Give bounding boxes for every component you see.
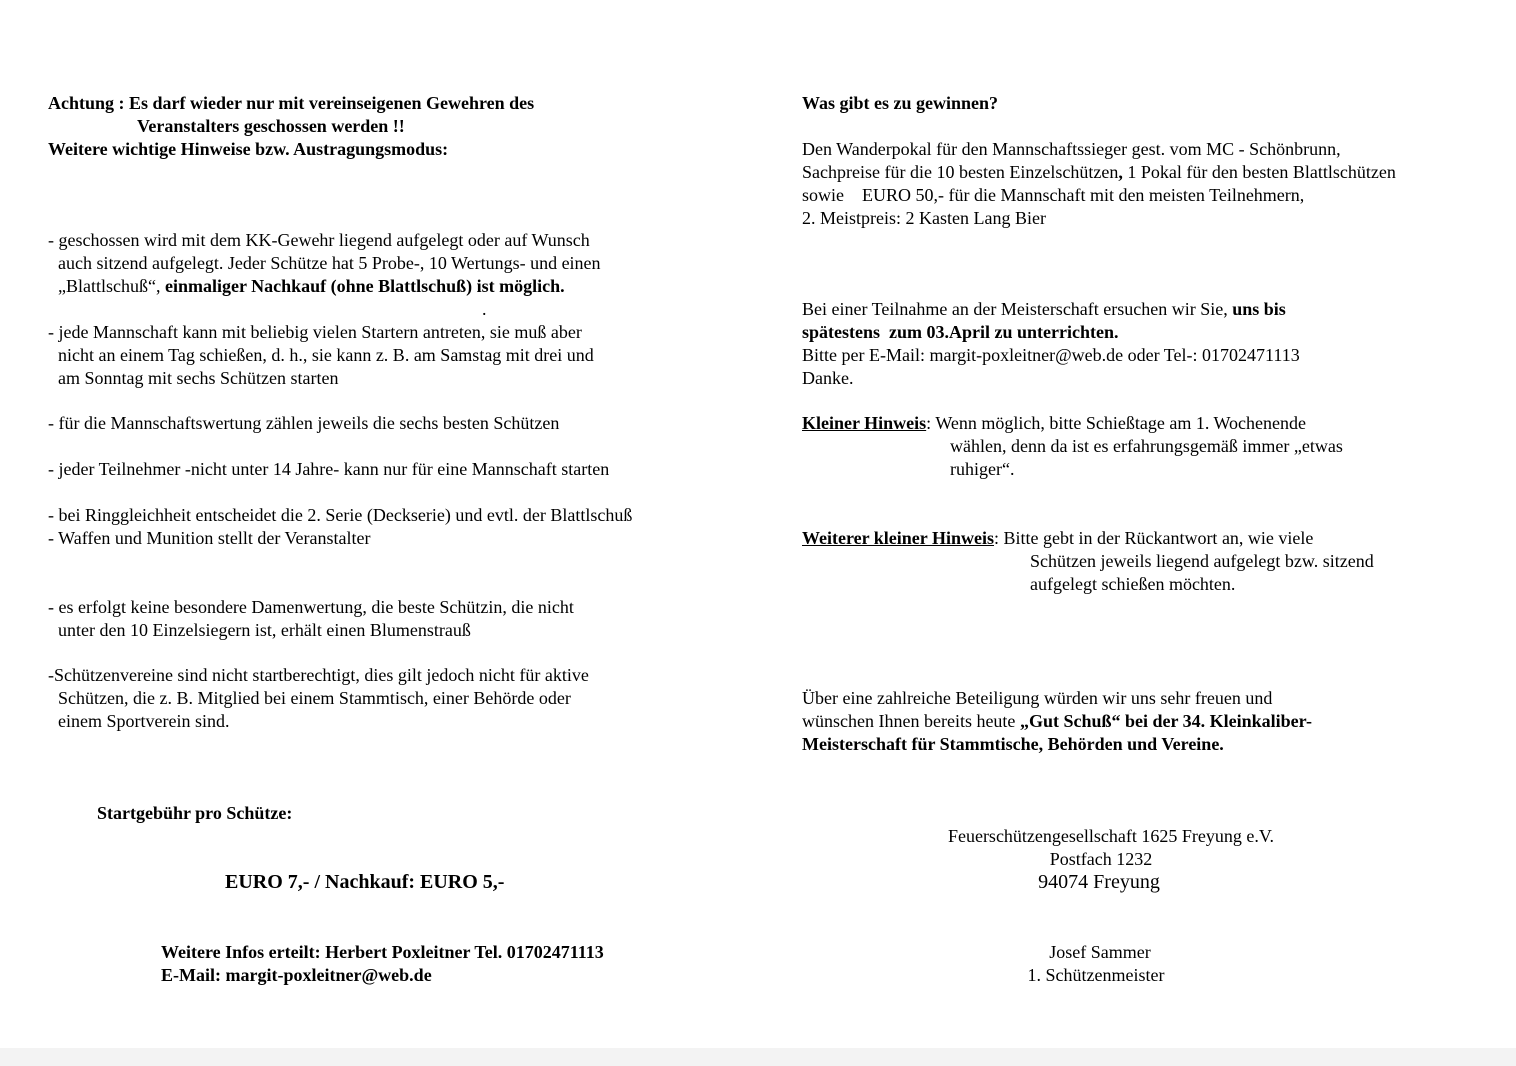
rule-6: - Waffen und Munition stellt der Veranstalter [48,528,371,548]
participation-line-1-plain: Bei einer Teilnahme an der Meisterschaft ersuchen wir Sie, [802,299,1233,319]
org-city: 94074 Freyung [1038,871,1160,893]
hint-line-1-text: : Wenn möglich, bitte Schießtage am 1. Wochenende [926,413,1307,433]
rule-2-line-3: am Sonntag mit sechs Schützen starten [58,368,339,388]
closing-line-2-bold: „Gut Schuß“ bei der 34. Kleinkaliber- [1019,711,1312,731]
hint2-line-2: Schützen jeweils liegend aufgelegt bzw. sitzend [1030,551,1374,571]
prizes-line-1: Den Wanderpokal für den Mannschaftssieger gest. vom MC - Schönbrunn, [802,139,1341,159]
rule-5: - bei Ringgleichheit entscheidet die 2. Serie (Deckserie) und evtl. der Blattlschuß [48,505,633,525]
prizes-line-2-a: Sachpreise für die 10 besten Einzelschützen [802,162,1119,182]
hint-label: Kleiner Hinweis [802,413,927,433]
rule-1-line-3 [58,275,565,298]
hint-line-2: wählen, denn da ist es erfahrungsgemäß immer „etwas [950,436,1343,456]
warning-line-2: Veranstalters geschossen werden !! [137,116,405,136]
prizes-line-2 [802,161,1396,184]
signer-title: 1. Schützenmeister [1027,965,1165,985]
hint2-label: Weiterer kleiner Hinweis [802,528,994,548]
hint2-line-3: aufgelegt schießen möchten. [1030,574,1236,594]
fee-amount: EURO 7,- / Nachkauf: EURO 5,- [225,871,505,893]
participation-line-2: spätestens zum 03.April zu unterrichten. [802,322,1119,342]
rule-1-line-3-plain: „Blattlschuß“, [58,276,165,296]
rule-7-line-2: unter den 10 Einzelsiegern ist, erhält einen Blumenstrauß [58,620,471,640]
warning-line-1: Achtung : Es darf wieder nur mit vereinseigenen Gewehren des [48,93,535,113]
hint-line-1 [802,412,1306,435]
prizes-line-3: sowie EURO 50,- für die Mannschaft mit den meisten Teilnehmern, [802,185,1305,205]
prizes-line-4: 2. Meistpreis: 2 Kasten Lang Bier [802,208,1046,228]
rule-7-line-1: - es erfolgt keine besondere Damenwertung, die beste Schützin, die nicht [48,597,574,617]
fee-heading: Startgebühr pro Schütze: [97,803,293,823]
org-po-box: Postfach 1232 [1049,849,1153,869]
rule-8-line-3: einem Sportverein sind. [58,711,230,731]
closing-line-1: Über eine zahlreiche Beteiligung würden wir uns sehr freuen und [802,688,1273,708]
signer-name: Josef Sammer [1049,942,1151,962]
closing-line-3: Meisterschaft für Stammtische, Behörden und Vereine. [802,734,1224,754]
participation-line-1-bold: uns bis [1232,299,1286,319]
participation-line-1 [802,298,1286,321]
hint2-line-1-text: : Bitte gebt in der Rückantwort an, wie viele [993,528,1314,548]
hint-line-3: ruhiger“. [950,459,1015,479]
participation-line-3: Bitte per E-Mail: margit-poxleitner@web.de oder Tel-: 01702471113 [802,345,1300,365]
closing-line-2-plain: wünschen Ihnen bereits heute [802,711,1020,731]
rule-1-line-2: auch sitzend aufgelegt. Jeder Schütze hat 5 Probe-, 10 Wertungs- und einen [58,253,601,273]
org-name: Feuerschützengesellschaft 1625 Freyung e.V. [947,826,1275,846]
rule-1-line-1: - geschossen wird mit dem KK-Gewehr liegend aufgelegt oder auf Wunsch [48,230,590,250]
closing-line-2 [802,710,1312,733]
rule-4: - jeder Teilnehmer -nicht unter 14 Jahre- kann nur für eine Mannschaft starten [48,459,610,479]
rule-2-line-2: nicht an einem Tag schießen, d. h., sie kann z. B. am Samstag mit drei und [58,345,594,365]
prizes-heading: Was gibt es zu gewinnen? [802,93,999,113]
bottom-bar [0,1048,1516,1066]
hint2-line-1 [802,527,1313,550]
info-line-1: Weitere Infos erteilt: Herbert Poxleitner Tel. 01702471113 [161,942,604,962]
rule-8-line-1: -Schützenvereine sind nicht startberechtigt, dies gilt jedoch nicht für aktive [48,665,589,685]
prizes-line-2-c: 1 Pokal für den besten Blattlschützen [1122,162,1396,182]
rule-2-line-1: - jede Mannschaft kann mit beliebig vielen Startern antreten, sie muß aber [48,322,582,342]
participation-line-4: Danke. [802,368,854,388]
rule-3: - für die Mannschaftswertung zählen jeweils die sechs besten Schützen [48,413,560,433]
info-line-2: E-Mail: margit-poxleitner@web.de [161,965,432,985]
rule-8-line-2: Schützen, die z. B. Mitglied bei einem Stammtisch, einer Behörde oder [58,688,571,708]
hints-heading: Weitere wichtige Hinweise bzw. Austragungsmodus: [48,139,449,159]
rule-1-line-3-bold: einmaliger Nachkauf (ohne Blattlschuß) ist möglich. [164,276,565,296]
prizes-line-2-comma: , [1118,162,1123,182]
stray-dot: . [482,299,487,319]
